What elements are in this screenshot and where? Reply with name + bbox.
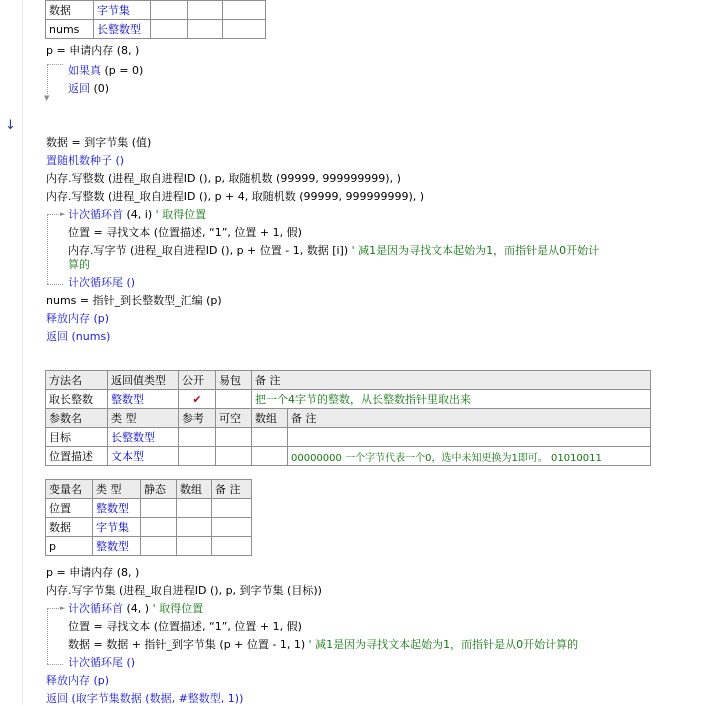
param-name-cell[interactable]: 目标 [46, 428, 108, 447]
header-cell: 方法名 [46, 371, 108, 390]
table-row [46, 1, 266, 20]
loop-guide [47, 214, 48, 284]
code-line[interactable]: 计次循环尾 () [68, 656, 136, 669]
return-type-cell[interactable]: 整数型 [108, 390, 179, 409]
loop-guide [47, 664, 63, 665]
param-note-cell[interactable]: 00000000 一个字节代表一个0，选中未知更换为1即可。 01010011 [288, 447, 651, 466]
line-gutter [0, 0, 23, 705]
local-var-table [45, 479, 252, 556]
loop-guide [47, 284, 63, 285]
code-line[interactable]: nums = 指针_到长整数型_汇编 (p) [46, 294, 222, 307]
check-icon: ✔ [192, 392, 202, 406]
code-line[interactable]: p = 申请内存 (8, ) [46, 44, 140, 57]
param-type-cell[interactable]: 文本型 [108, 447, 179, 466]
code-line[interactable]: 计次循环尾 () [68, 276, 136, 289]
code-line[interactable]: 内存.写整数 (进程_取自进程ID (), p + 4, 取随机数 (99999, 999999999), ) [46, 190, 425, 203]
var-name-cell[interactable]: nums [46, 20, 94, 39]
loop-guide [47, 608, 48, 664]
header-cell: 类 型 [108, 409, 179, 428]
table-row [46, 20, 266, 39]
code-line[interactable]: 释放内存 (p) [46, 674, 110, 687]
var-type-cell[interactable]: 整数型 [93, 537, 141, 556]
var-type-cell[interactable]: 整数型 [93, 499, 141, 518]
table-row [46, 428, 651, 447]
code-line[interactable]: 内存.写字节集 (进程_取自进程ID (), p, 到字节集 (目标)) [46, 584, 322, 597]
code-line[interactable]: 内存.写字节 (进程_取自进程ID (), p + 位置 - 1, 数据 [i]) ' 减1是因为寻找文本起始为1，而指针是从0开始计 [68, 244, 600, 257]
code-line[interactable]: 返回 (0) [68, 82, 110, 95]
header-cell: 返回值类型 [108, 371, 179, 390]
table-header-row [46, 480, 252, 499]
easypkg-cell[interactable] [216, 390, 252, 409]
table-row [46, 499, 252, 518]
var-type-cell[interactable]: 字节集 [93, 518, 141, 537]
table-header-row [46, 409, 651, 428]
loop-arrow-icon: ► [60, 210, 66, 218]
var-name-cell[interactable]: 数据 [46, 1, 94, 20]
header-cell: 公开 [179, 371, 216, 390]
header-cell: 数组 [252, 409, 288, 428]
code-line-wrap: 算的 [68, 258, 90, 271]
header-cell: 参数名 [46, 409, 108, 428]
header-cell: 参考 [179, 409, 216, 428]
var-name-cell[interactable]: p [46, 537, 93, 556]
code-line[interactable]: p = 申请内存 (8, ) [46, 566, 140, 579]
header-cell: 静态 [141, 480, 177, 499]
var-type-cell[interactable]: 长整数型 [94, 20, 151, 39]
code-line[interactable]: 置随机数种子 () [46, 154, 125, 167]
method-table [45, 370, 651, 466]
code-line[interactable]: 数据 = 数据 + 指针_到字节集 (p + 位置 - 1, 1) ' 减1是因为寻找文本起始为1，而指针是从0开始计算的 [68, 638, 579, 651]
code-line[interactable]: 计次循环首 (4, i) ' 取得位置 [68, 208, 207, 221]
public-checkbox[interactable] [179, 390, 216, 409]
code-line[interactable]: 计次循环首 (4, ) ' 取得位置 [68, 602, 204, 615]
code-line[interactable]: 位置 = 寻找文本 (位置描述, “1”, 位置 + 1, 假) [68, 226, 302, 239]
flow-guide [47, 64, 63, 65]
table-row [46, 390, 651, 409]
table-row [46, 518, 252, 537]
code-line[interactable]: 位置 = 寻找文本 (位置描述, “1”, 位置 + 1, 假) [68, 620, 302, 633]
code-line[interactable]: 数据 = 到字节集 (值) [46, 136, 152, 149]
var-type-cell[interactable]: 字节集 [94, 1, 151, 20]
code-line[interactable]: 返回 (nums) [46, 330, 111, 343]
note-cell[interactable]: 把一个4字节的整数，从长整数指针里取出来 [252, 390, 651, 409]
top-var-table [45, 0, 266, 39]
method-name-cell[interactable]: 取长整数 [46, 390, 108, 409]
code-line[interactable]: 内存.写整数 (进程_取自进程ID (), p, 取随机数 (99999, 999999999), ) [46, 172, 401, 185]
table-row [46, 447, 651, 466]
flow-end-icon: ▼ [44, 94, 50, 102]
param-note-cell[interactable] [288, 428, 651, 447]
header-cell: 备 注 [288, 409, 651, 428]
code-line[interactable]: 返回 (取字节集数据 (数据, #整数型, 1)) [46, 692, 244, 705]
table-row [46, 537, 252, 556]
var-name-cell[interactable]: 数据 [46, 518, 93, 537]
header-cell: 数组 [177, 480, 212, 499]
code-line[interactable]: 如果真 (p = 0) [68, 64, 144, 77]
header-cell: 变量名 [46, 480, 93, 499]
header-cell: 易包 [216, 371, 252, 390]
header-cell: 可空 [216, 409, 252, 428]
table-header-row [46, 371, 651, 390]
arrow-down-icon[interactable]: ↓ [5, 118, 16, 133]
header-cell: 备 注 [252, 371, 651, 390]
loop-arrow-icon: ► [60, 604, 66, 612]
param-type-cell[interactable]: 长整数型 [108, 428, 179, 447]
header-cell: 备 注 [212, 480, 252, 499]
param-name-cell[interactable]: 位置描述 [46, 447, 108, 466]
header-cell: 类 型 [93, 480, 141, 499]
code-line[interactable]: 释放内存 (p) [46, 312, 110, 325]
flow-guide [47, 64, 48, 94]
var-name-cell[interactable]: 位置 [46, 499, 93, 518]
